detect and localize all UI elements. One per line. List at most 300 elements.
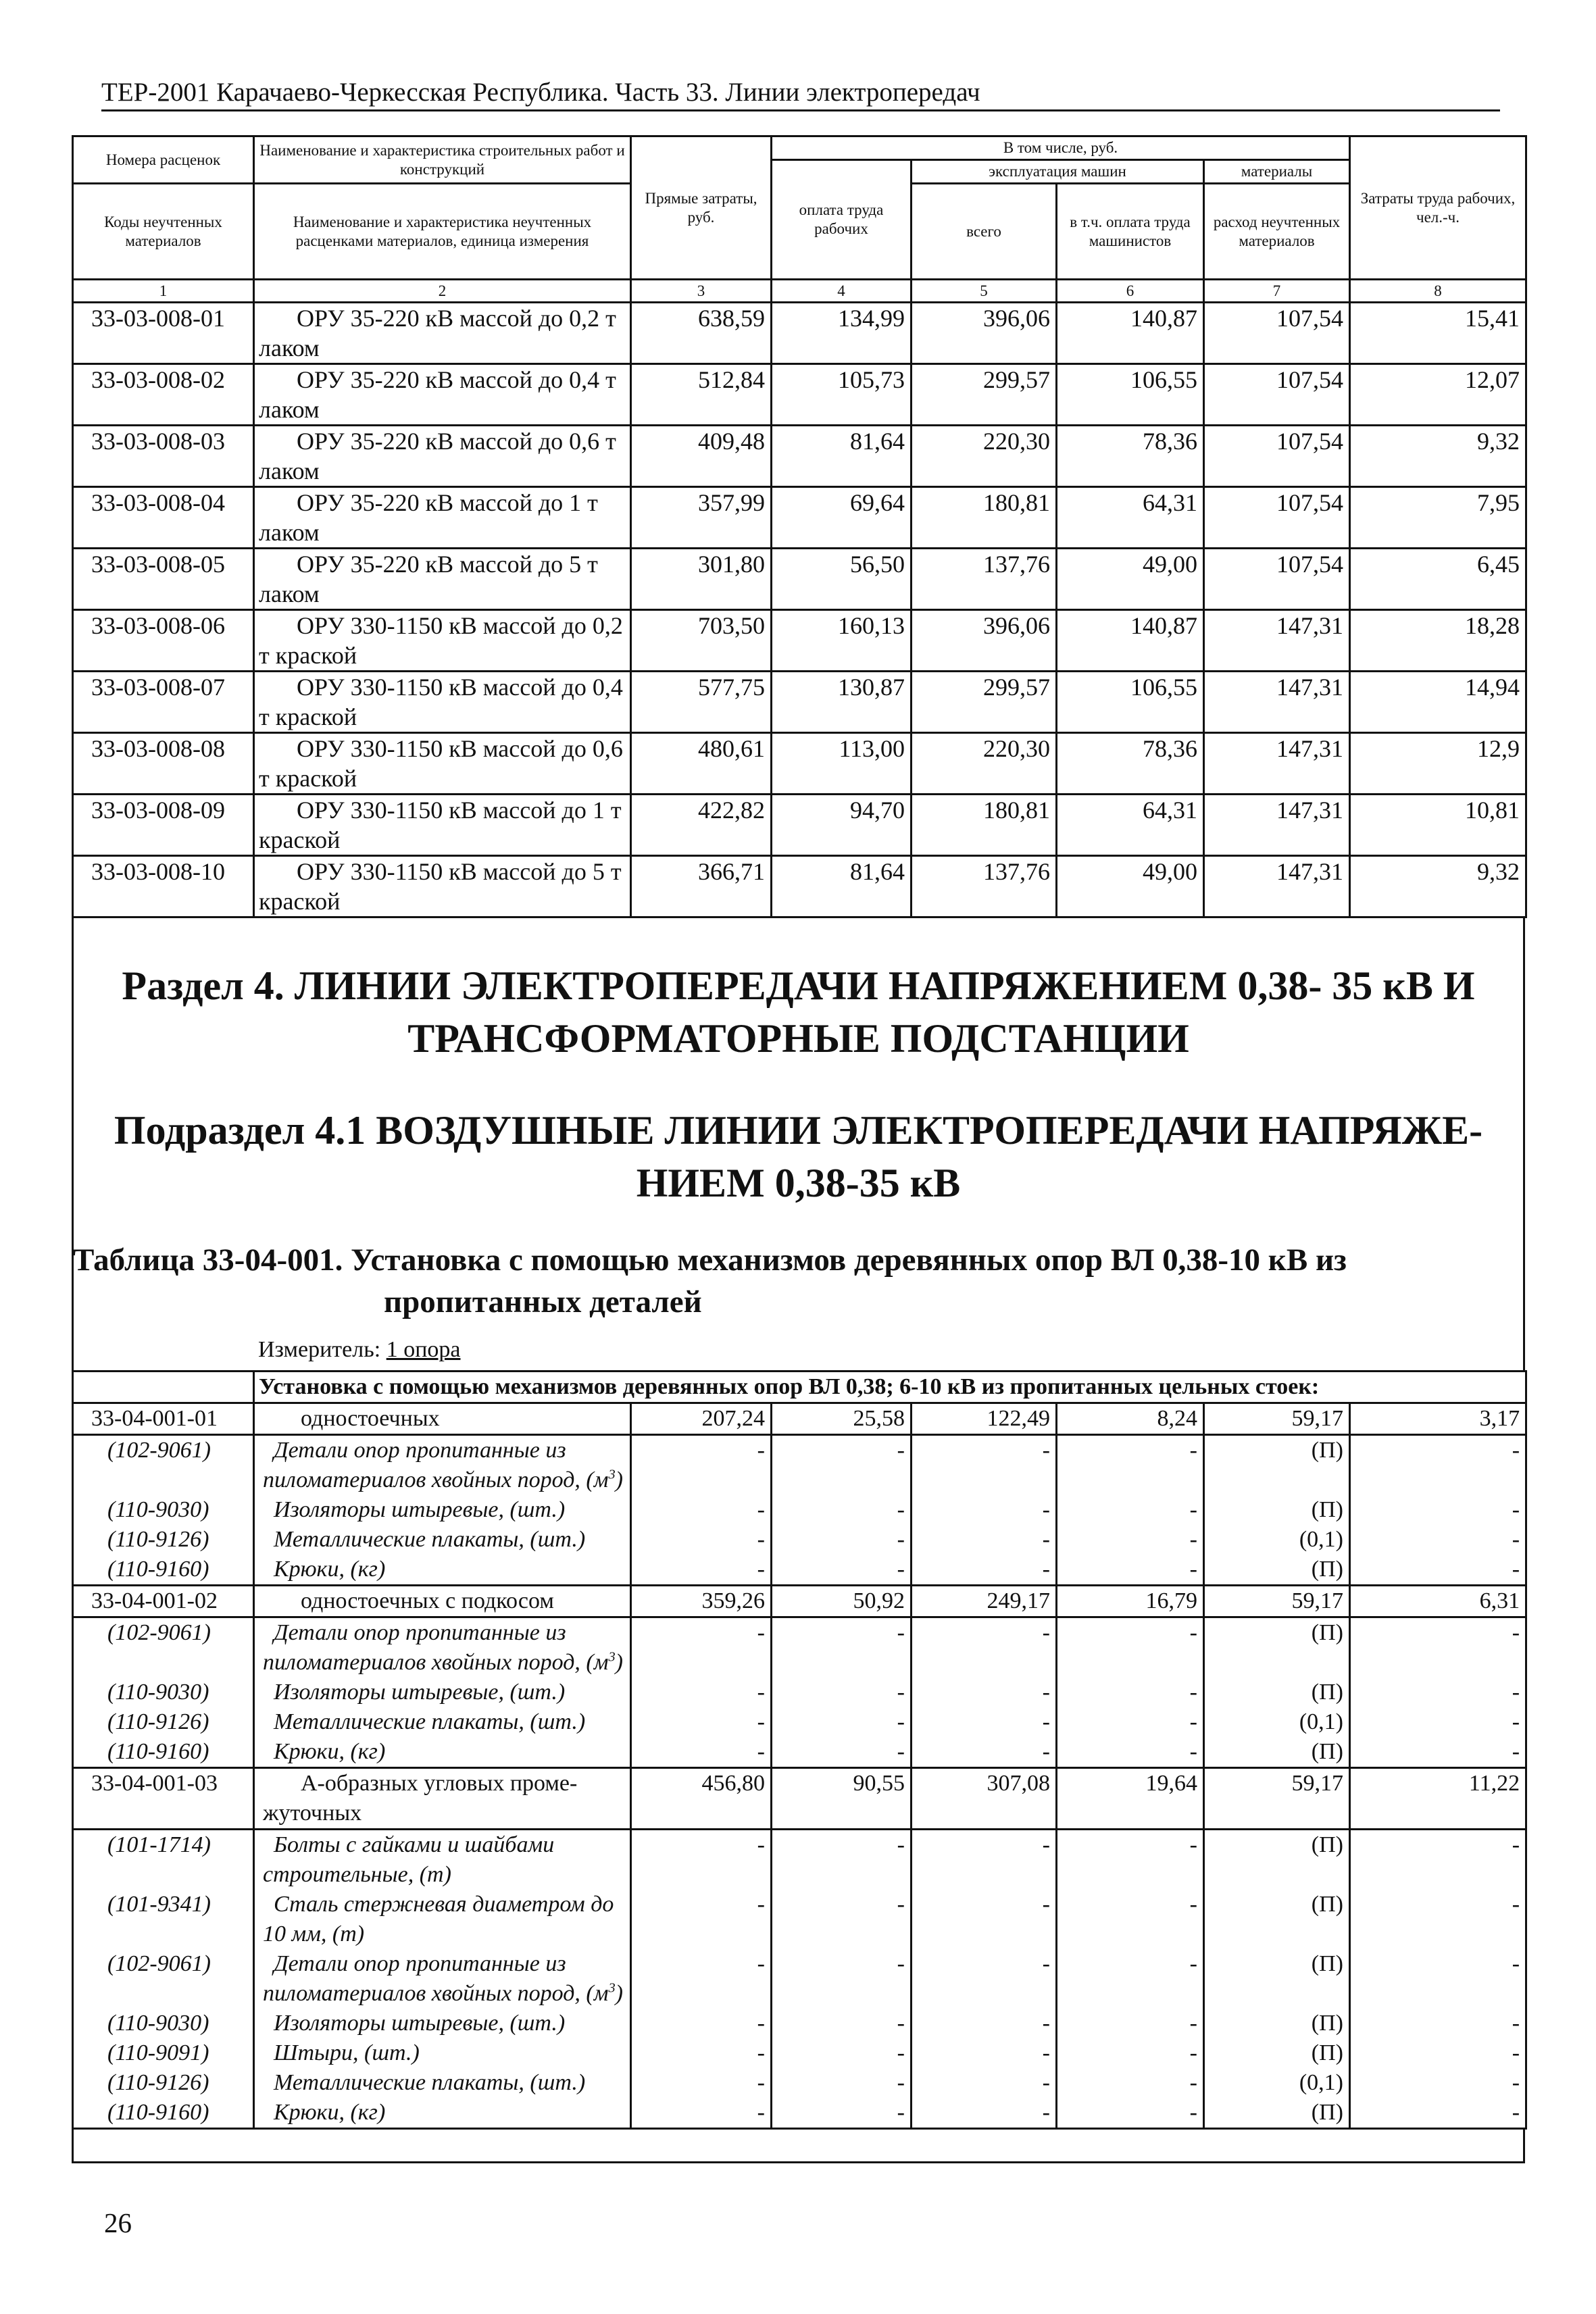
rate-mach-wage: 140,87 xyxy=(1057,303,1204,364)
rate-name: ОРУ 330-1150 кВ массой до 5 т краской xyxy=(254,856,631,917)
rate-direct: 480,61 xyxy=(631,733,772,795)
table-row xyxy=(73,672,1526,733)
rate-labor: 9,32 xyxy=(1350,856,1526,917)
dash-cell: - xyxy=(772,1525,912,1555)
material-name xyxy=(254,2009,631,2038)
unit-close: ) xyxy=(615,1981,623,2006)
material-usage: (П) xyxy=(1204,1830,1350,1890)
table-row xyxy=(73,795,1526,856)
rate-wage: 25,58 xyxy=(772,1403,912,1435)
rate-labor: 15,41 xyxy=(1350,303,1526,364)
material-usage: (П) xyxy=(1204,2009,1350,2038)
rate-code: 33-03-008-01 xyxy=(73,303,254,364)
material-row xyxy=(73,2038,1526,2068)
unit-close: ) xyxy=(615,1650,623,1675)
rate-mat: 147,31 xyxy=(1204,733,1350,795)
dash-cell: - xyxy=(1057,2038,1204,2068)
dash-cell: - xyxy=(1350,1737,1526,1768)
material-name xyxy=(254,1617,631,1678)
unit-exponent: 3 xyxy=(608,1649,616,1665)
dash-cell: - xyxy=(631,1678,772,1707)
rate-direct: 638,59 xyxy=(631,303,772,364)
rate-labor: 7,95 xyxy=(1350,487,1526,549)
material-usage: (П) xyxy=(1204,2038,1350,2068)
dash-cell: - xyxy=(912,2038,1057,2068)
rate-direct: 703,50 xyxy=(631,610,772,672)
rate-mat: 147,31 xyxy=(1204,856,1350,917)
material-usage: (П) xyxy=(1204,1435,1350,1496)
dash-cell: - xyxy=(1057,1617,1204,1678)
header-machines-wage: в т.ч. оплата труда машинистов xyxy=(1057,184,1204,280)
material-row xyxy=(73,1678,1526,1707)
rate-wage: 69,64 xyxy=(772,487,912,549)
dash-cell: - xyxy=(1350,1707,1526,1737)
rate-wage: 105,73 xyxy=(772,364,912,426)
material-name xyxy=(254,1678,631,1707)
table-caption-line1: Таблица 33-04-001. Установка с помощью механизмов деревянных опор ВЛ 0,38-10 кВ из xyxy=(73,1242,1347,1278)
dash-cell: - xyxy=(631,1495,772,1525)
dash-cell: - xyxy=(1057,1830,1204,1890)
rate-labor: 14,94 xyxy=(1350,672,1526,733)
rate-direct: 207,24 xyxy=(631,1403,772,1435)
rate-direct: 422,82 xyxy=(631,795,772,856)
rate-code: 33-03-008-10 xyxy=(73,856,254,917)
material-name xyxy=(254,1737,631,1768)
material-row xyxy=(73,1555,1526,1586)
rate-code: 33-03-008-05 xyxy=(73,549,254,610)
material-name xyxy=(254,1949,631,2009)
dash-cell: - xyxy=(772,1495,912,1525)
material-code: (110-9126) xyxy=(73,1525,254,1555)
material-name xyxy=(254,1830,631,1890)
dash-cell: - xyxy=(772,2038,912,2068)
rate-mat: 107,54 xyxy=(1204,426,1350,487)
material-name-text: Металлические плакаты, (шт.) xyxy=(274,2070,586,2095)
dash-cell: - xyxy=(631,2098,772,2129)
dash-cell: - xyxy=(772,1555,912,1586)
material-code: (101-9341) xyxy=(73,1890,254,1949)
dash-cell: - xyxy=(772,1737,912,1768)
material-usage: (0,1) xyxy=(1204,1525,1350,1555)
table-row xyxy=(73,1586,1526,1617)
meter-label: Измеритель: xyxy=(258,1337,386,1362)
dash-cell: - xyxy=(1350,1830,1526,1890)
rate-mach-wage: 64,31 xyxy=(1057,487,1204,549)
table-caption xyxy=(73,1239,1526,1323)
rate-labor: 10,81 xyxy=(1350,795,1526,856)
rate-code: 33-04-001-03 xyxy=(73,1768,254,1830)
material-usage: (П) xyxy=(1204,1555,1350,1586)
dash-cell: - xyxy=(912,1737,1057,1768)
rate-mach: 137,76 xyxy=(912,549,1057,610)
header-work-name: Наименование и характеристика строительных работ и конструкций xyxy=(254,136,631,184)
dash-cell: - xyxy=(1350,2068,1526,2098)
dash-cell: - xyxy=(631,1707,772,1737)
dash-cell: - xyxy=(1350,1678,1526,1707)
dash-cell: - xyxy=(631,1555,772,1586)
dash-cell: - xyxy=(772,1678,912,1707)
material-usage: (П) xyxy=(1204,1890,1350,1949)
material-row xyxy=(73,2098,1526,2129)
material-row xyxy=(73,2009,1526,2038)
header-materials: материалы xyxy=(1204,160,1350,184)
material-usage: (П) xyxy=(1204,2098,1350,2129)
dash-cell: - xyxy=(1350,2098,1526,2129)
dash-cell: - xyxy=(631,1435,772,1496)
material-name xyxy=(254,1495,631,1525)
material-usage: (П) xyxy=(1204,1737,1350,1768)
rate-mach-wage: 106,55 xyxy=(1057,672,1204,733)
rate-mat: 147,31 xyxy=(1204,610,1350,672)
material-code: (102-9061) xyxy=(73,1949,254,2009)
material-row xyxy=(73,1525,1526,1555)
rate-name: ОРУ 330-1150 кВ массой до 0,4 т краской xyxy=(254,672,631,733)
rate-mach: 180,81 xyxy=(912,487,1057,549)
rate-mach-wage: 64,31 xyxy=(1057,795,1204,856)
rate-direct: 359,26 xyxy=(631,1586,772,1617)
material-usage: (П) xyxy=(1204,1949,1350,2009)
rate-direct: 357,99 xyxy=(631,487,772,549)
table-row xyxy=(73,1768,1526,1830)
dash-cell: - xyxy=(631,1525,772,1555)
dash-cell: - xyxy=(772,1435,912,1496)
rate-mach-wage: 49,00 xyxy=(1057,856,1204,917)
dash-cell: - xyxy=(772,1830,912,1890)
rate-mach: 299,57 xyxy=(912,364,1057,426)
rate-wage: 81,64 xyxy=(772,856,912,917)
rate-labor: 9,32 xyxy=(1350,426,1526,487)
rate-mat: 107,54 xyxy=(1204,303,1350,364)
meter-line xyxy=(258,1335,460,1365)
material-name-text: Изоляторы штыревые, (шт.) xyxy=(274,1497,566,1522)
header-materials-usage: расход неучтенных материалов xyxy=(1204,184,1350,280)
material-name-text: Металлические плакаты, (шт.) xyxy=(274,1709,586,1734)
rate-mach-wage: 49,00 xyxy=(1057,549,1204,610)
rate-labor: 6,45 xyxy=(1350,549,1526,610)
table-caption-line2: пропитанных деталей xyxy=(384,1284,702,1319)
dash-cell: - xyxy=(631,2009,772,2038)
rate-code: 33-04-001-01 xyxy=(73,1403,254,1435)
dash-cell: - xyxy=(772,1949,912,2009)
dash-cell: - xyxy=(912,1678,1057,1707)
material-code: (101-1714) xyxy=(73,1830,254,1890)
material-name xyxy=(254,1435,631,1496)
table-row xyxy=(73,426,1526,487)
dash-cell: - xyxy=(1350,1949,1526,2009)
dash-cell: - xyxy=(631,2038,772,2068)
col-number: 8 xyxy=(1350,280,1526,303)
rate-labor: 12,9 xyxy=(1350,733,1526,795)
rate-mat: 107,54 xyxy=(1204,549,1350,610)
dash-cell: - xyxy=(912,1617,1057,1678)
rate-name: ОРУ 35-220 кВ массой до 0,2 т лаком xyxy=(254,303,631,364)
rate-name: ОРУ 330-1150 кВ массой до 0,2 т краской xyxy=(254,610,631,672)
dash-cell: - xyxy=(912,1495,1057,1525)
unit-close: ) xyxy=(615,1467,623,1492)
table-row xyxy=(73,303,1526,364)
section-block xyxy=(74,919,1522,1209)
rate-name: ОРУ 35-220 кВ массой до 0,6 т лаком xyxy=(254,426,631,487)
rate-wage: 160,13 xyxy=(772,610,912,672)
rate-labor: 11,22 xyxy=(1350,1768,1526,1830)
dash-cell: - xyxy=(631,1617,772,1678)
dash-cell: - xyxy=(912,2068,1057,2098)
material-code: (110-9030) xyxy=(73,1495,254,1525)
col-number: 7 xyxy=(1204,280,1350,303)
rate-wage: 90,55 xyxy=(772,1768,912,1830)
rate-mat: 59,17 xyxy=(1204,1403,1350,1435)
rate-mach: 307,08 xyxy=(912,1768,1057,1830)
material-code: (110-9030) xyxy=(73,1678,254,1707)
rate-mat: 147,31 xyxy=(1204,672,1350,733)
table-row xyxy=(73,487,1526,549)
dash-cell: - xyxy=(1057,1707,1204,1737)
material-usage: (П) xyxy=(1204,1617,1350,1678)
dash-cell: - xyxy=(1350,1525,1526,1555)
dash-cell: - xyxy=(1057,2009,1204,2038)
header-material-codes: Коды неучтенных материалов xyxy=(73,184,254,280)
material-name xyxy=(254,1525,631,1555)
rate-code: 33-04-001-02 xyxy=(73,1586,254,1617)
rate-wage: 81,64 xyxy=(772,426,912,487)
unit-exponent: 3 xyxy=(608,1467,616,1482)
material-name xyxy=(254,1555,631,1586)
rate-mach-wage: 106,55 xyxy=(1057,364,1204,426)
material-row xyxy=(73,1435,1526,1496)
rate-direct: 456,80 xyxy=(631,1768,772,1830)
header-labor-costs: Затраты труда рабочих, чел.-ч. xyxy=(1350,136,1526,280)
col-number: 2 xyxy=(254,280,631,303)
rate-name: одностоечных с подкосом xyxy=(254,1586,631,1617)
dash-cell: - xyxy=(1057,1949,1204,2009)
section-title: Раздел 4. ЛИНИИ ЭЛЕКТРОПЕРЕДАЧИ НАПРЯЖЕНИЕМ 0,38- 35 кВ И ТРАНСФОРМАТОРНЫЕ ПОДСТАНЦИИ xyxy=(122,963,1475,1061)
col-number: 1 xyxy=(73,280,254,303)
rate-name: А-образных угловых проме-жуточных xyxy=(254,1768,631,1830)
material-code: (110-9160) xyxy=(73,1737,254,1768)
dash-cell: - xyxy=(631,2068,772,2098)
dash-cell: - xyxy=(1350,2038,1526,2068)
rate-mach: 249,17 xyxy=(912,1586,1057,1617)
rate-direct: 301,80 xyxy=(631,549,772,610)
material-code: (110-9160) xyxy=(73,2098,254,2129)
dash-cell: - xyxy=(772,1890,912,1949)
rate-direct: 577,75 xyxy=(631,672,772,733)
rate-mach: 396,06 xyxy=(912,610,1057,672)
material-name-text: Болты с гайками и шайбами строительные, (т) xyxy=(263,1832,555,1887)
col-number: 6 xyxy=(1057,280,1204,303)
dash-cell: - xyxy=(912,1830,1057,1890)
dash-cell: - xyxy=(1057,1678,1204,1707)
rate-wage: 56,50 xyxy=(772,549,912,610)
dash-cell: - xyxy=(1350,2009,1526,2038)
header-material-names: Наименование и характеристика неучтенных расценками материалов, единица измерения xyxy=(254,184,631,280)
rate-name: одностоечных xyxy=(254,1403,631,1435)
dash-cell: - xyxy=(631,1890,772,1949)
meter-value: 1 опора xyxy=(386,1337,461,1362)
rate-labor: 3,17 xyxy=(1350,1403,1526,1435)
material-row xyxy=(73,1495,1526,1525)
material-name-text: Металлические плакаты, (шт.) xyxy=(274,1527,586,1552)
table-row xyxy=(73,856,1526,917)
rate-wage: 94,70 xyxy=(772,795,912,856)
header-wage: оплата труда рабочих xyxy=(772,160,912,280)
material-row xyxy=(73,1890,1526,1949)
rate-code: 33-03-008-04 xyxy=(73,487,254,549)
material-code: (110-9030) xyxy=(73,2009,254,2038)
supports-table xyxy=(72,1370,1527,2130)
material-name xyxy=(254,1890,631,1949)
dash-cell: - xyxy=(631,1830,772,1890)
rate-code: 33-03-008-02 xyxy=(73,364,254,426)
rate-name: ОРУ 35-220 кВ массой до 1 т лаком xyxy=(254,487,631,549)
dash-cell: - xyxy=(912,2009,1057,2038)
rate-code: 33-03-008-07 xyxy=(73,672,254,733)
dash-cell: - xyxy=(1350,1435,1526,1496)
dash-cell: - xyxy=(772,1707,912,1737)
material-name-text: Детали опор пропитанные из пиломатериалов хвойных пород, (м xyxy=(263,1951,609,2006)
rate-labor: 18,28 xyxy=(1350,610,1526,672)
rate-wage: 134,99 xyxy=(772,303,912,364)
rate-direct: 409,48 xyxy=(631,426,772,487)
dash-cell: - xyxy=(772,2098,912,2129)
unit-exponent: 3 xyxy=(608,1980,616,1996)
material-row xyxy=(73,2068,1526,2098)
material-row xyxy=(73,1830,1526,1890)
dash-cell: - xyxy=(631,1737,772,1768)
dash-cell: - xyxy=(1350,1555,1526,1586)
dash-cell: - xyxy=(912,1890,1057,1949)
dash-cell: - xyxy=(1350,1617,1526,1678)
material-usage: (П) xyxy=(1204,1495,1350,1525)
rate-wage: 50,92 xyxy=(772,1586,912,1617)
rate-code: 33-03-008-09 xyxy=(73,795,254,856)
rate-mach-wage: 78,36 xyxy=(1057,733,1204,795)
rate-name: ОРУ 330-1150 кВ массой до 0,6 т краской xyxy=(254,733,631,795)
material-row xyxy=(73,1617,1526,1678)
material-usage: (П) xyxy=(1204,1678,1350,1707)
material-usage: (0,1) xyxy=(1204,1707,1350,1737)
rate-direct: 512,84 xyxy=(631,364,772,426)
table-row xyxy=(73,1403,1526,1435)
dash-cell: - xyxy=(912,1949,1057,2009)
material-code: (102-9061) xyxy=(73,1617,254,1678)
table-row xyxy=(73,733,1526,795)
dash-cell: - xyxy=(1057,1737,1204,1768)
material-row xyxy=(73,1737,1526,1768)
dash-cell: - xyxy=(1057,1890,1204,1949)
rate-name: ОРУ 330-1150 кВ массой до 1 т краской xyxy=(254,795,631,856)
page-number: 26 xyxy=(104,2207,132,2238)
dash-cell: - xyxy=(1057,2098,1204,2129)
material-name xyxy=(254,1707,631,1737)
header-machines: эксплуатация машин xyxy=(912,160,1204,184)
rate-mach-wage: 16,79 xyxy=(1057,1586,1204,1617)
table-header xyxy=(72,135,1527,304)
dash-cell: - xyxy=(1057,1495,1204,1525)
material-usage: (0,1) xyxy=(1204,2068,1350,2098)
material-code: (110-9126) xyxy=(73,1707,254,1737)
material-name xyxy=(254,2038,631,2068)
table-row xyxy=(73,364,1526,426)
material-row xyxy=(73,1707,1526,1737)
header-machines-total: всего xyxy=(912,184,1057,280)
rate-mach-wage: 19,64 xyxy=(1057,1768,1204,1830)
rate-mat: 107,54 xyxy=(1204,487,1350,549)
rate-mach: 137,76 xyxy=(912,856,1057,917)
material-code: (110-9126) xyxy=(73,2068,254,2098)
rate-code: 33-03-008-08 xyxy=(73,733,254,795)
material-name-text: Детали опор пропитанные из пиломатериалов хвойных пород, (м xyxy=(263,1438,609,1492)
rate-mat: 59,17 xyxy=(1204,1586,1350,1617)
rate-labor: 6,31 xyxy=(1350,1586,1526,1617)
dash-cell: - xyxy=(912,2098,1057,2129)
rate-wage: 113,00 xyxy=(772,733,912,795)
material-name-text: Крюки, (кг) xyxy=(274,1557,386,1582)
material-name-text: Штыри, (шт.) xyxy=(274,2040,420,2065)
dash-cell: - xyxy=(772,1617,912,1678)
rate-code: 33-03-008-06 xyxy=(73,610,254,672)
running-header: ТЕР-2001 Карачаево-Черкесская Республика. Часть 33. Линии электропередач xyxy=(101,76,1500,111)
rate-mat: 147,31 xyxy=(1204,795,1350,856)
rate-mach: 396,06 xyxy=(912,303,1057,364)
header-rate-numbers: Номера расценок xyxy=(73,136,254,184)
rate-labor: 12,07 xyxy=(1350,364,1526,426)
dash-cell: - xyxy=(631,1949,772,2009)
col-number: 5 xyxy=(912,280,1057,303)
material-name xyxy=(254,2098,631,2129)
material-name-text: Изоляторы штыревые, (шт.) xyxy=(274,1680,566,1705)
dash-cell: - xyxy=(912,1707,1057,1737)
col-number: 4 xyxy=(772,280,912,303)
rate-mach-wage: 140,87 xyxy=(1057,610,1204,672)
dash-cell: - xyxy=(912,1525,1057,1555)
header-direct-costs: Прямые затраты, руб. xyxy=(631,136,772,280)
material-code: (102-9061) xyxy=(73,1435,254,1496)
rate-mach-wage: 8,24 xyxy=(1057,1403,1204,1435)
rate-mach: 180,81 xyxy=(912,795,1057,856)
material-name-text: Крюки, (кг) xyxy=(274,2100,386,2125)
dash-cell: - xyxy=(772,2009,912,2038)
rate-direct: 366,71 xyxy=(631,856,772,917)
dash-cell: - xyxy=(1350,1890,1526,1949)
material-code: (110-9160) xyxy=(73,1555,254,1586)
dash-cell: - xyxy=(912,1435,1057,1496)
rate-mach: 299,57 xyxy=(912,672,1057,733)
rate-code: 33-03-008-03 xyxy=(73,426,254,487)
rate-wage: 130,87 xyxy=(772,672,912,733)
dash-cell: - xyxy=(1057,2068,1204,2098)
rate-mach: 220,30 xyxy=(912,733,1057,795)
rate-mach: 220,30 xyxy=(912,426,1057,487)
rate-name: ОРУ 35-220 кВ массой до 5 т лаком xyxy=(254,549,631,610)
rates-table xyxy=(72,301,1527,918)
rate-name: ОРУ 35-220 кВ массой до 0,4 т лаком xyxy=(254,364,631,426)
dash-cell: - xyxy=(1057,1435,1204,1496)
material-row xyxy=(73,1949,1526,2009)
rate-mat: 107,54 xyxy=(1204,364,1350,426)
dash-cell: - xyxy=(772,2068,912,2098)
material-name-text: Детали опор пропитанные из пиломатериалов хвойных пород, (м xyxy=(263,1620,609,1675)
table-row xyxy=(73,549,1526,610)
table-row xyxy=(73,610,1526,672)
subsection-title: Подраздел 4.1 ВОЗДУШНЫЕ ЛИНИИ ЭЛЕКТРОПЕРЕДАЧИ НАПРЯЖЕ-НИЕМ 0,38-35 кВ xyxy=(114,1108,1483,1205)
dash-cell: - xyxy=(912,1555,1057,1586)
dash-cell: - xyxy=(1350,1495,1526,1525)
material-name-text: Сталь стержневая диаметром до 10 мм, (т) xyxy=(263,1892,614,1946)
material-code: (110-9091) xyxy=(73,2038,254,2068)
rate-mach: 122,49 xyxy=(912,1403,1057,1435)
material-name-text: Изоляторы штыревые, (шт.) xyxy=(274,2011,566,2036)
